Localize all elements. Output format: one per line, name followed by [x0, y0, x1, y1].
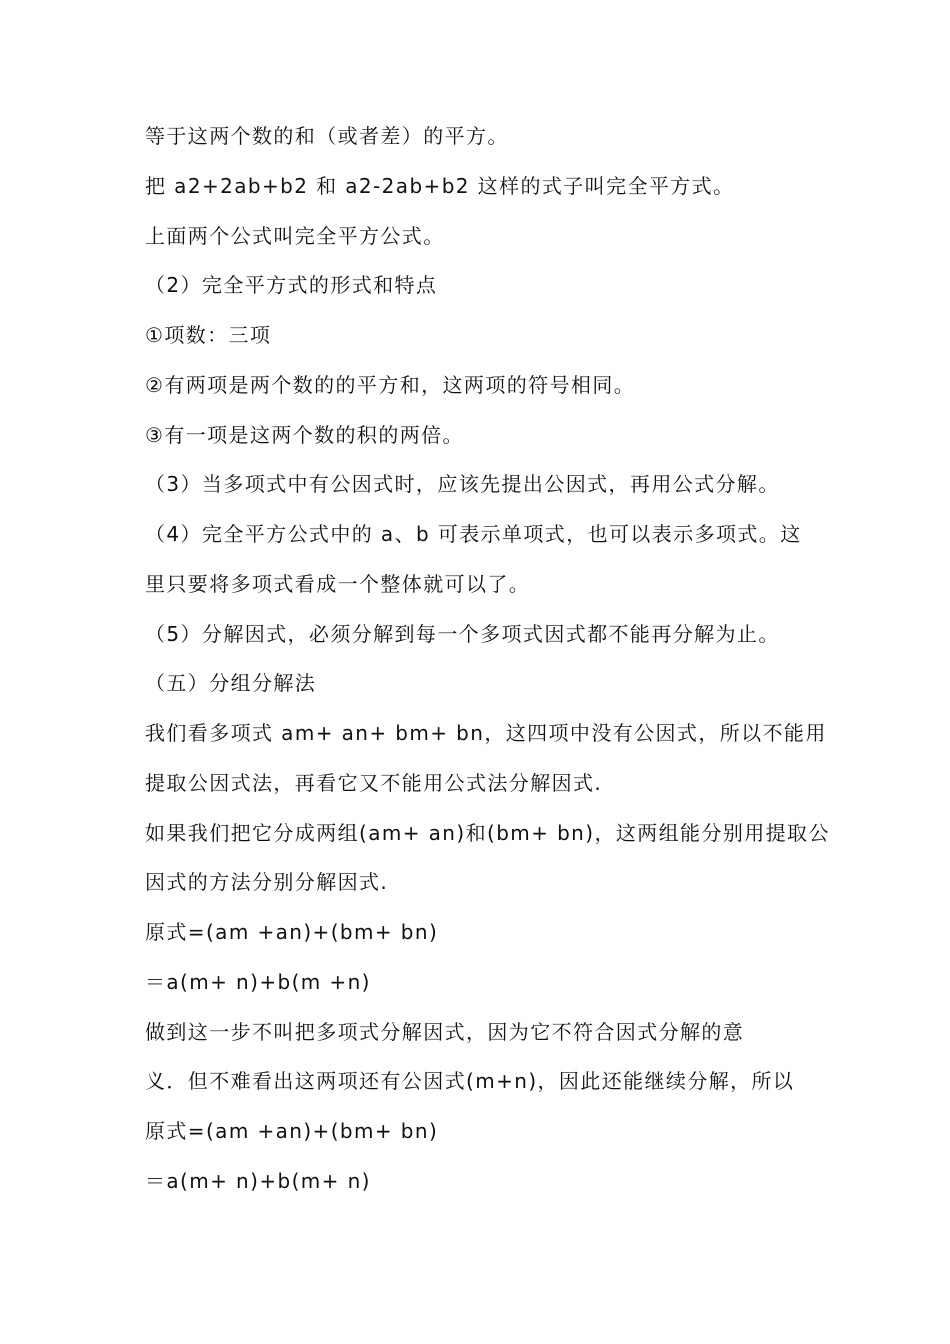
text-line: 如果我们把它分成两组(am+ an)和(bm+ bn)，这两组能分别用提取公 — [145, 820, 830, 845]
text-line: 把 a2+2ab+b2 和 a2-2ab+b2 这样的式子叫完全平方式。 — [145, 173, 735, 198]
text-line: 义．但不难看出这两项还有公因式(m+n)，因此还能继续分解，所以 — [145, 1069, 795, 1094]
list-item: ③有一项是这两个数的积的两倍。 — [145, 422, 464, 447]
text-line: 等于这两个数的和（或者差）的平方。 — [145, 124, 509, 148]
text-line: 因式的方法分别分解因式. — [145, 870, 389, 895]
text-line: 里只要将多项式看成一个整体就可以了。 — [145, 571, 531, 596]
text-line: 做到这一步不叫把多项式分解因式，因为它不符合因式分解的意 — [145, 1019, 745, 1044]
formula-line: ＝a(m+ n)+b(m+ n) — [145, 1168, 371, 1193]
list-item: ①项数：三项 — [145, 323, 272, 347]
text-line: 提取公因式法，再看它又不能用公式法分解因式. — [145, 770, 603, 795]
section-heading: （3）当多项式中有公因式时，应该先提出公因式，再用公式分解。 — [145, 472, 780, 497]
document-body — [145, 116, 830, 1211]
text-line: 我们看多项式 am+ an+ bm+ bn，这四项中没有公因式，所以不能用 — [145, 721, 827, 745]
text-line: 上面两个公式叫完全平方公式。 — [145, 223, 445, 248]
section-heading: （4）完全平方公式中的 a、b 可表示单项式，也可以表示多项式。这 — [145, 522, 802, 546]
section-heading: （5）分解因式，必须分解到每一个多项式因式都不能再分解为止。 — [145, 621, 780, 646]
section-heading: （2）完全平方式的形式和特点 — [145, 273, 438, 298]
formula-line: ＝a(m+ n)+b(m +n) — [145, 969, 371, 994]
formula-line: 原式=(am +an)+(bm+ bn) — [145, 1119, 439, 1143]
list-item: ②有两项是两个数的的平方和，这两项的符号相同。 — [145, 372, 636, 397]
section-heading: （五）分组分解法 — [145, 671, 317, 696]
formula-line: 原式=(am +an)+(bm+ bn) — [145, 920, 439, 944]
